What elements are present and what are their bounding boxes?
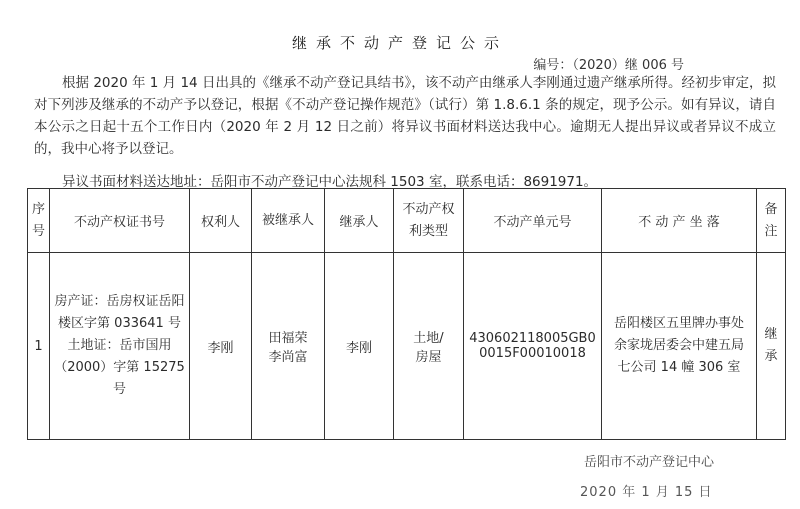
table-row: [28, 253, 786, 440]
header-heir: 继承人: [325, 189, 394, 253]
decedent-name-1: 田福荣: [268, 331, 308, 346]
unit-no-line-2: 0015F00010018: [479, 346, 586, 361]
cell-right-type: [394, 253, 464, 440]
cell-seq: 1: [28, 253, 50, 440]
land-certificate: 土地证：岳市国用（2000）字第 15275 号: [54, 338, 185, 397]
header-unit-no: 不动产单元号: [464, 189, 602, 253]
cell-location: 岳阳楼区五里牌办事处余家垅居委会中建五局七公司 14 幢 306 室: [602, 253, 757, 440]
cell-decedent: [252, 253, 325, 440]
house-certificate: 房产证：岳房权证岳阳楼区字第 033641 号: [54, 294, 185, 331]
issuing-organization: 岳阳市不动产登记中心: [584, 455, 715, 470]
objection-address: 异议书面材料送达地址：岳阳市不动产登记中心法规科 1503 室，联系电话：8691971。: [62, 174, 598, 190]
header-cert-no: 不动产权证书号: [50, 189, 190, 253]
cell-cert-no: [50, 253, 190, 440]
decedent-name-2: 李尚富: [268, 350, 308, 365]
document-number: 编号：（2020）继 006 号: [533, 58, 684, 73]
notice-body: 根据 2020 年 1 月 14 日出具的《继承不动产登记具结书》，该不动产由继承人李刚通过遗产继承所得。经初步审定，拟对下列涉及继承的不动产予以登记，根据《不动产登记操作规范》（试行）第 1.8.6.1 条的规定，现予公示。如有异议，请自本公示之日起十五个工作日内（2020 年 2 月 12 日之前）将异议书面材料送达我中心。逾期无人提出异议或者异议不成立的，我中心将予以登记。: [34, 75, 776, 157]
cell-unit-no: [464, 253, 602, 440]
cell-heir: 李刚: [325, 253, 394, 440]
right-type-line-1: 土地/: [413, 331, 444, 346]
property-table: [27, 188, 786, 440]
header-seq: 序号: [28, 189, 50, 253]
issue-date: 2020 年 1 月 15 日: [580, 485, 713, 500]
cell-holder: 李刚: [190, 253, 252, 440]
header-right-type: 不动产权利类型: [394, 189, 464, 253]
unit-no-line-1: 430602118005GB0: [469, 331, 596, 346]
header-location: 不 动 产 坐 落: [602, 189, 757, 253]
header-remark: 备注: [757, 189, 786, 253]
header-holder: 权利人: [190, 189, 252, 253]
header-decedent: 被继承人: [252, 189, 325, 253]
right-type-line-2: 房屋: [415, 350, 442, 365]
cell-remark: 继承: [757, 253, 786, 440]
notice-title: 继承不动产登记公示: [291, 34, 508, 52]
table-header-row: [28, 189, 786, 253]
